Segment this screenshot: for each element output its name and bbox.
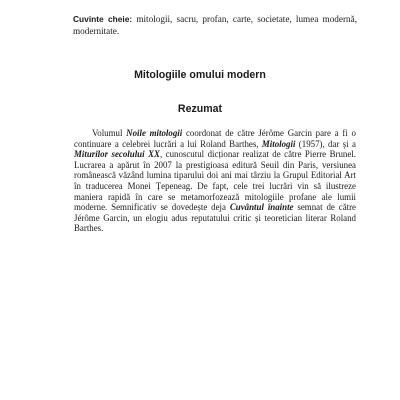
abstract-text-4: , cunoscutul dicționar realizat de către Pierre Brunel. Lucrarea a apărut în 2007 la prestigioasa editură Seuil din Paris, versiunea românească văzând lumina tiparului doi ani mai târziu la Grupul Editorial Art în traducerea Monei Țepeneag. De fapt, cele trei lucrări vin să ilustreze maniera rapidă în care se metamorfozează mitologiile profane ale lumii moderne. Semnificativ se dovedește deja: [74, 149, 356, 213]
keywords-paragraph: [73, 13, 357, 37]
abstract-heading: Rezumat: [177, 103, 223, 115]
abstract-text-3: (1957), dar și a: [295, 138, 356, 149]
keywords-text: mitologii, sacru, profan, carte, societate, lumea modernă, modernitate.: [73, 14, 357, 36]
foreword-title: Cuvântul înainte: [229, 202, 294, 213]
book-title-miturilor: Miturilor secolului XX: [74, 149, 160, 160]
book-title-noile-mitologii: Noile mitologii: [126, 128, 183, 138]
keywords-label: Cuvinte cheie:: [73, 14, 133, 24]
page-title: Mitologiile omului modern: [134, 69, 266, 81]
abstract-text-1: Volumul: [92, 128, 127, 138]
abstract-text-5: semnat de către Jérôme Garcin, un elogiu adus reputatului critic și teoretician literar Roland Barthes.: [74, 202, 356, 234]
book-title-mitologii: Mitologii: [261, 138, 296, 149]
abstract-paragraph: [74, 128, 356, 234]
abstract-text-2: coordonat de către Jérôme Garcin pare a fi o continuare a celebrei lucrări a lui Roland Barthes,: [74, 128, 356, 149]
